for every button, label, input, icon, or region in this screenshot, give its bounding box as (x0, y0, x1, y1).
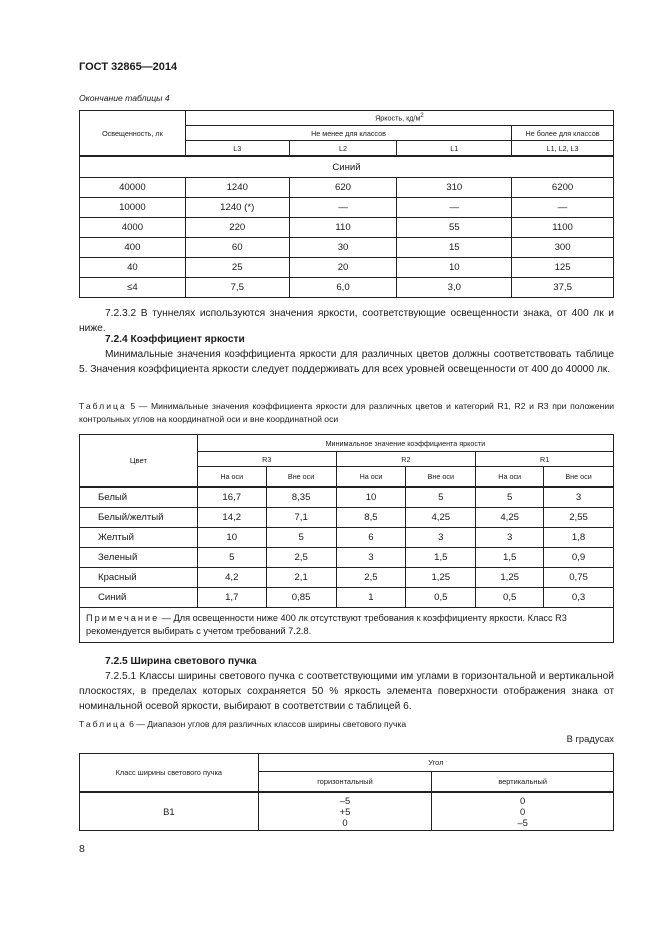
table4-section-blue: Синий (80, 156, 614, 178)
table-row (80, 792, 614, 831)
paragraph-7-2-4: Минимальные значения коэффициента яркости для различных цветов должны соответствовать таблице 5. Значения коэффициента яркости следует поддерживать для всех уровней освещенности от 400 до 40000 лк. (79, 349, 614, 375)
table6-units: В градусах (566, 733, 614, 744)
table4-class: L3 (185, 141, 289, 157)
heading-7-2-5: 7.2.5 Ширина светового пучка (105, 656, 257, 667)
table6-col-class: Класс ширины светового пучка (80, 754, 259, 793)
table4-class: L1, L2, L3 (512, 141, 614, 157)
table6-sub-horizontal: горизонтальный (258, 772, 432, 793)
table4-group-min: Не менее для классов (185, 126, 511, 141)
table4 (79, 110, 614, 298)
table4-brightness-header: Яркость, $кд/м^2$ (185, 111, 613, 126)
table4-class: L2 (289, 141, 397, 157)
table5-sub: Вне оси (266, 467, 336, 488)
table5-sub: На оси (476, 467, 544, 488)
table6-class-value: В1 (80, 792, 259, 831)
table-row: Белый 16,7 8,35 10 5 5 3 (80, 487, 614, 508)
table4-class: L1 (397, 141, 512, 157)
table5-class: R1 (476, 452, 614, 467)
table6-vertical-values: 0 0 –5 (432, 792, 614, 831)
table5-caption: Таблица 5 — Минимальные значения коэффициента яркости для различных цветов и категорий R1, R2 и R3 при положении контрольных углов на координатной оси и вне координатной оси (79, 401, 614, 424)
table5-sub: На оси (197, 467, 266, 488)
standard-number: ГОСТ 32865—2014 (79, 61, 178, 73)
table4-col-illumination: Освещенность, лк (80, 111, 186, 157)
table5-class: R2 (336, 452, 476, 467)
table-row: 40000 1240 620 310 6200 (80, 178, 614, 198)
table5-sub: На оси (336, 467, 406, 488)
table5-sub: Вне оси (544, 467, 614, 488)
table4-caption: Окончание таблицы 4 (79, 93, 170, 103)
table6-horizontal-values: –5 +5 0 (258, 792, 432, 831)
table5-class: R3 (197, 452, 336, 467)
table5-col-color: Цвет (80, 435, 198, 488)
table5 (79, 434, 614, 643)
table-row: 10000 1240 (*) — — — (80, 198, 614, 218)
table-row: Красный 4,2 2,1 2,5 1,25 1,25 0,75 (80, 568, 614, 588)
table-row: Синий 1,7 0,85 1 0,5 0,5 0,3 (80, 588, 614, 608)
table6-caption: Таблица 6 — Диапазон углов для различных классов ширины светового пучка (79, 719, 407, 729)
table6-sub-vertical: вертикальный (432, 772, 614, 793)
table-row: 400 60 30 15 300 (80, 238, 614, 258)
heading-7-2-4: 7.2.4 Коэффициент яркости (105, 334, 245, 345)
table-row: Зеленый 5 2,5 3 1,5 1,5 0,9 (80, 548, 614, 568)
table6-group: Угол (258, 754, 613, 772)
paragraph-7-2-3-2: 7.2.3.2 В туннелях используются значения яркости, соответствующие освещенности знака, от 400 лк и ниже. (79, 308, 614, 334)
paragraph-7-2-5-1: 7.2.5.1 Классы ширины светового пучка с соответствующими им углами в горизонтальной и вертикальной плоскостях, в пределах которых сохраняется 50 % яркость элемента поверхности отображения знака от номинальной осевой яркости, выбирают в соответствии с таблицей 6. (79, 671, 614, 712)
page-number: 8 (79, 843, 85, 855)
table-row: 4000 220 110 55 1100 (80, 218, 614, 238)
table5-note: Примечание — Для освещенности ниже 400 лк отсутствуют требования к коэффициенту яркости. Класс R3 рекомендуется выбирать с учетом требований 7.2.8. (80, 608, 614, 643)
table-row: 40 25 20 10 125 (80, 258, 614, 278)
table-row: ≤4 7,5 6,0 3,0 37,5 (80, 278, 614, 298)
table4-group-max: Не более для классов (512, 126, 614, 141)
table-row: Белый/желтый 14,2 7,1 8,5 4,25 4,25 2,55 (80, 508, 614, 528)
table6 (79, 753, 614, 831)
table5-sub: Вне оси (406, 467, 476, 488)
table5-group: Минимальное значение коэффициента яркости (197, 435, 613, 452)
table-row: Желтый 10 5 6 3 3 1,8 (80, 528, 614, 548)
